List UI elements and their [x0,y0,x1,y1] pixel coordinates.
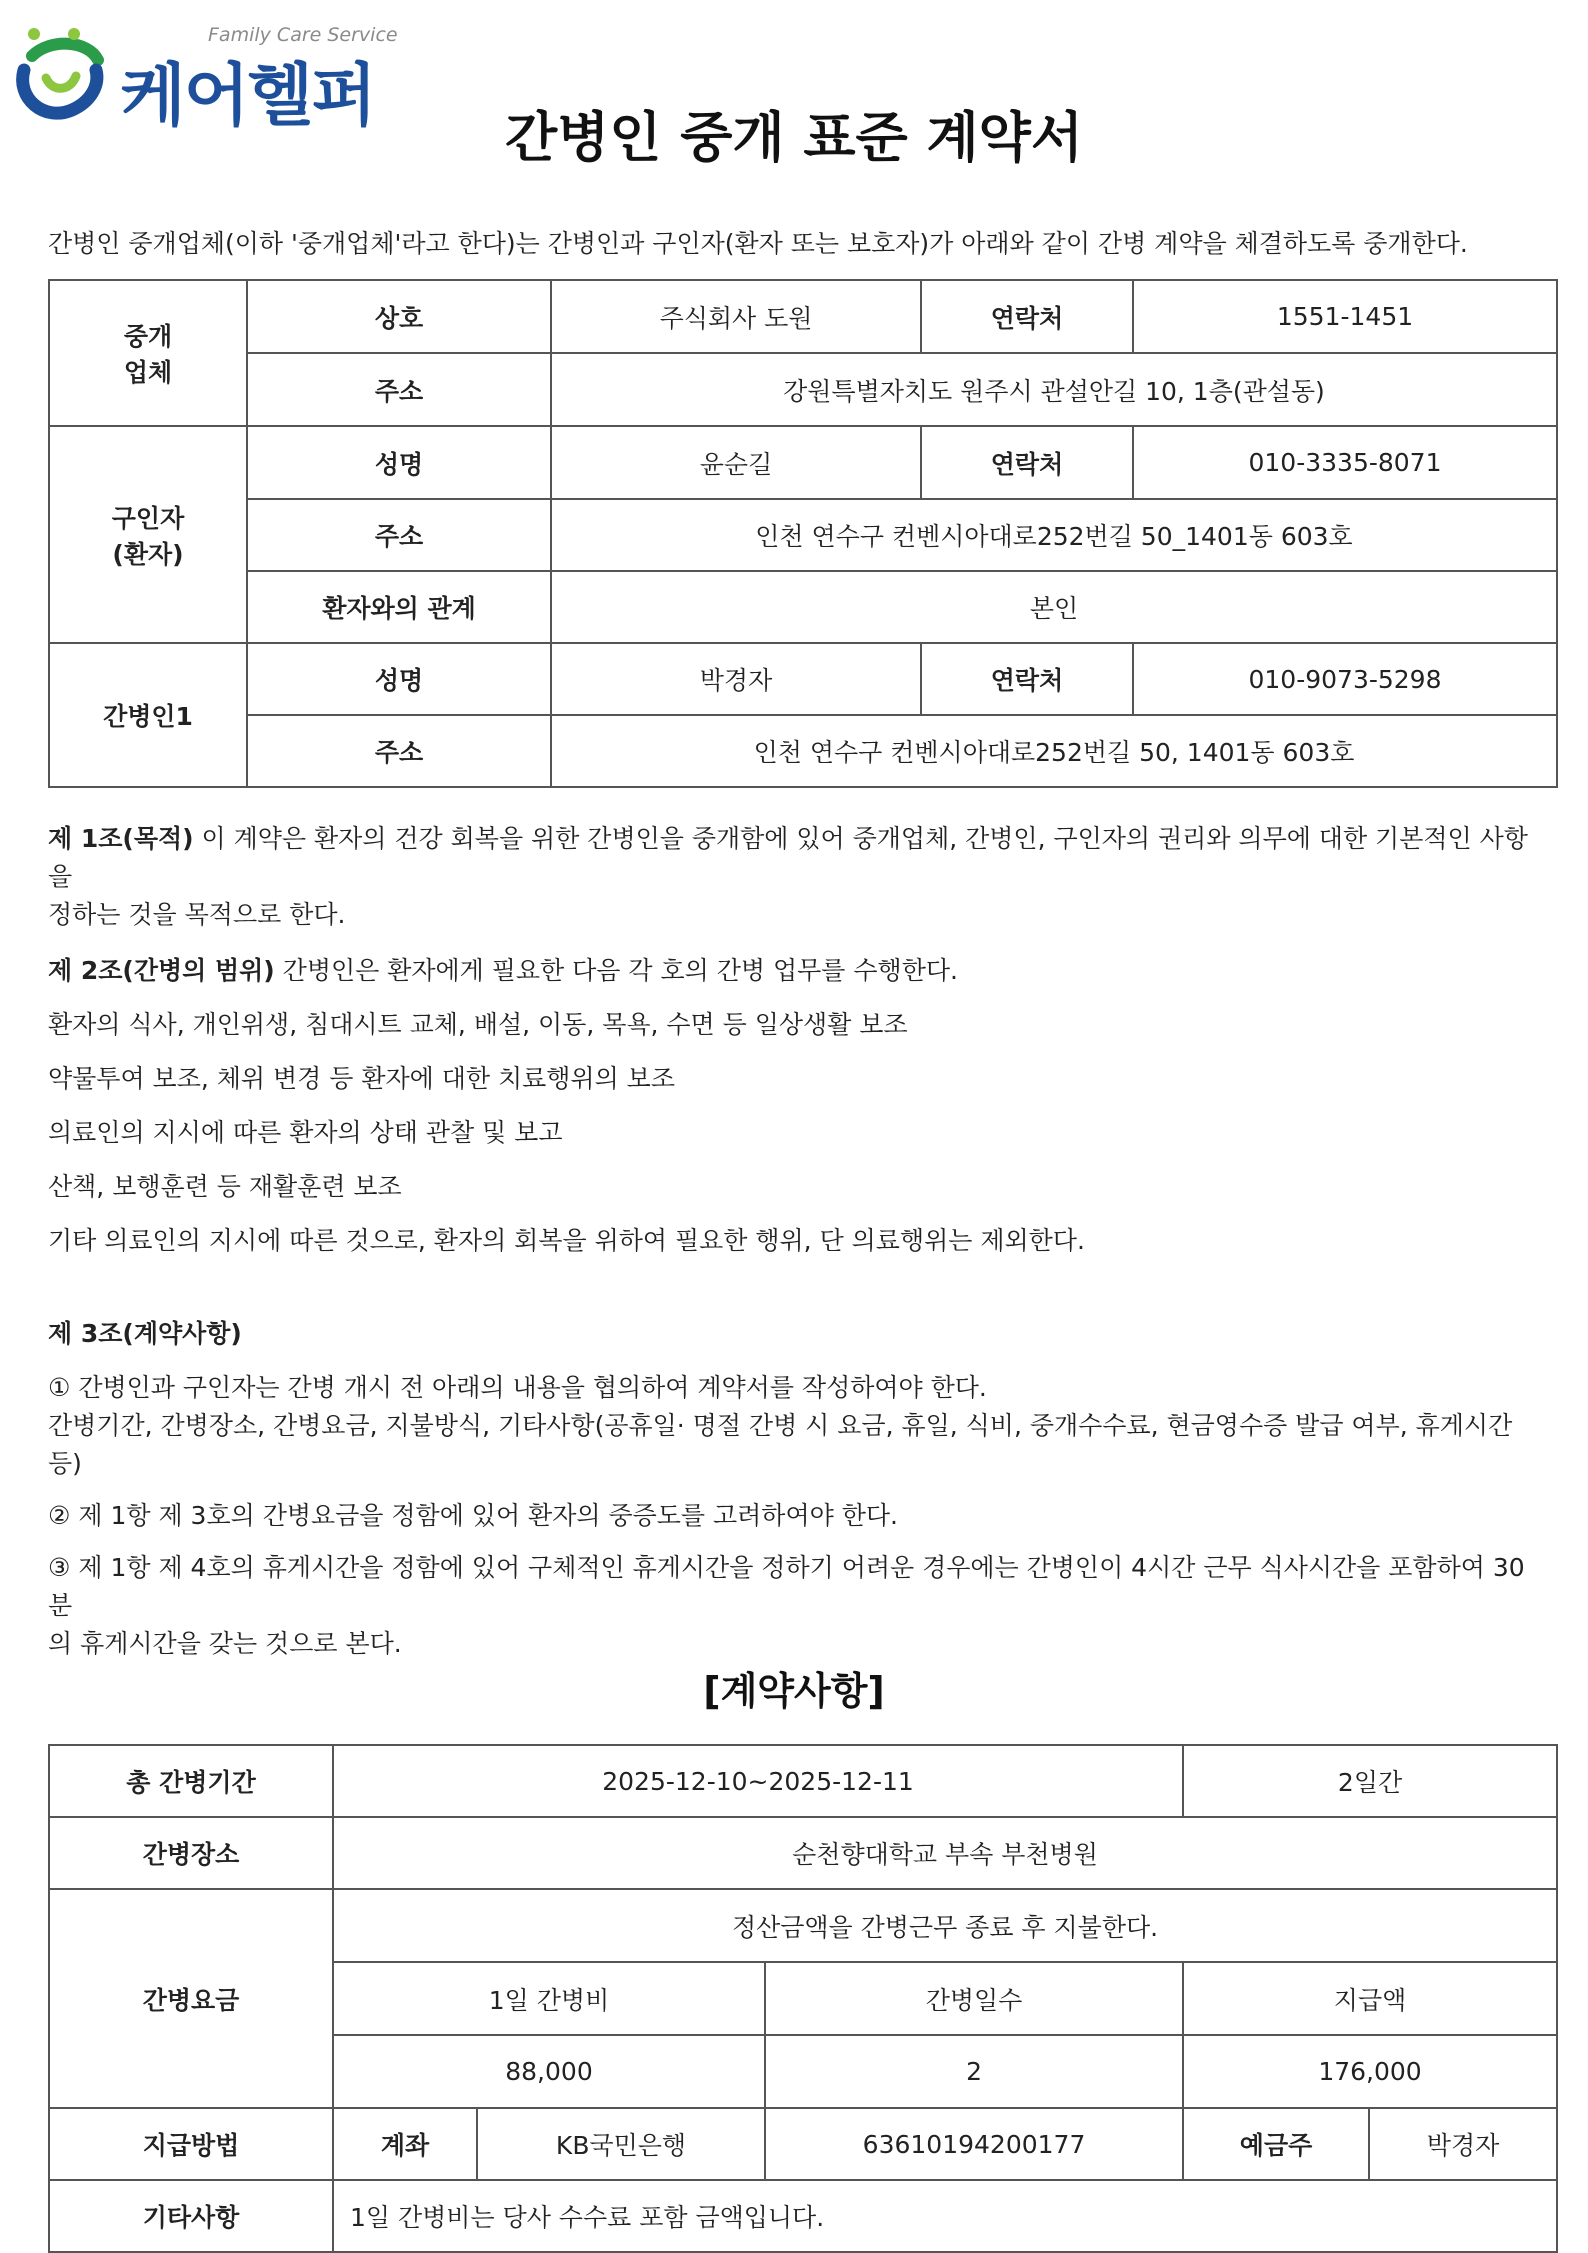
etc-row [49,2180,1557,2252]
place-value: 순천향대학교 부속 부천병원 [333,1817,1557,1889]
account-label: 계좌 [333,2108,477,2180]
logo-tagline: Family Care Service [208,24,398,46]
fee-label: 간병요금 [49,1889,333,2108]
account-number: 63610194200177 [765,2108,1183,2180]
broker-name: 주식회사 도원 [551,280,921,353]
period-days: 2일간 [1183,1745,1557,1817]
period-row [49,1745,1557,1817]
caregiver-address: 인천 연수구 컨벤시아대로252번길 50, 1401동 603호 [551,715,1557,787]
article-3-heading: 제 3조(계약사항) [48,1319,242,1348]
client-label: 구인자 (환자) [49,426,247,643]
client-relation-label: 환자와의 관계 [247,571,551,643]
period-value: 2025-12-10~2025-12-11 [333,1745,1183,1817]
caregiver-name: 박경자 [551,643,921,715]
contract-table [48,1744,1558,2253]
article-2-text: 간병인은 환자에게 필요한 다음 각 호의 간병 업무를 수행한다. [274,956,958,985]
document-title: 간병인 중개 표준 계약서 [504,106,1084,169]
intro-text: 간병인 중개업체(이하 '중개업체'라고 한다)는 간병인과 구인자(환자 또는 보호자)가 아래와 같이 간병 계약을 체결하도록 중개한다. [48,229,1468,258]
caregiver-label: 간병인1 [49,643,247,787]
caregiver-contact: 010-9073-5298 [1133,643,1557,715]
daily-fee-label: 1일 간병비 [333,1962,765,2035]
list-item: 기타 의료인의 지시에 따른 것으로, 환자의 회복을 위하여 필요한 행위, 단 의료행위는 제외한다. [48,1226,1085,1255]
article-3-para-1-line-1: ① 간병인과 구인자는 간병 개시 전 아래의 내용을 협의하여 계약서를 작성하여야 한다. [48,1373,987,1402]
article-1-line-2: 정하는 것을 목적으로 한다. [48,900,346,929]
contract-section-title: [계약사항] [703,1669,885,1713]
fee-row-1 [49,1889,1557,1962]
article-1 [48,820,1548,934]
client-relation: 본인 [551,571,1557,643]
article-3-para-3-line-2: 의 휴게시간을 갖는 것으로 본다. [48,1629,402,1658]
daily-fee-value: 88,000 [333,2035,765,2108]
caregiver-address-label: 주소 [247,715,551,787]
place-label: 간병장소 [49,1817,333,1889]
article-2 [48,952,1548,1276]
broker-label: 중개 업체 [49,280,247,426]
client-row-3 [49,571,1557,643]
day-count-value: 2 [765,2035,1183,2108]
broker-contact: 1551-1451 [1133,280,1557,353]
holder-label: 예금주 [1183,2108,1369,2180]
etc-value: 1일 간병비는 당사 수수료 포함 금액입니다. [333,2180,1557,2252]
list-item: 의료인의 지시에 따른 환자의 상태 관찰 및 보고 [48,1118,563,1147]
caregiver-row-1 [49,643,1557,715]
period-label: 총 간병기간 [49,1745,333,1817]
caregiver-name-label: 성명 [247,643,551,715]
logo-brand: 케어헬퍼 [120,57,375,136]
total-value: 176,000 [1183,2035,1557,2108]
caregiver-contact-label: 연락처 [921,643,1133,715]
list-item: 환자의 식사, 개인위생, 침대시트 교체, 배설, 이동, 목욕, 수면 등 일상생활 보조 [48,1010,908,1039]
client-name-label: 성명 [247,426,551,499]
place-row [49,1817,1557,1889]
client-address: 인천 연수구 컨벤시아대로252번길 50_1401동 603호 [551,499,1557,571]
caregiver-row-2 [49,715,1557,787]
article-1-line-1: 이 계약은 환자의 건강 회복을 위한 간병인을 중개함에 있어 중개업체, 간병인, 구인자의 권리와 의무에 대한 기본적인 사항을 [48,824,1528,891]
broker-name-label: 상호 [247,280,551,353]
client-contact-label: 연락처 [921,426,1133,499]
article-3 [48,1315,1548,1663]
broker-address: 강원특별자치도 원주시 관설안길 10, 1층(관설동) [551,353,1557,426]
fee-note: 정산금액을 간병근무 종료 후 지불한다. [333,1889,1557,1962]
parties-table [48,279,1558,788]
list-item: 약물투여 보조, 체위 변경 등 환자에 대한 치료행위의 보조 [48,1064,675,1093]
broker-row-1 [49,280,1557,353]
client-row-2 [49,499,1557,571]
payment-row [49,2108,1557,2180]
list-item: 산책, 보행훈련 등 재활훈련 보조 [48,1172,402,1201]
etc-label: 기타사항 [49,2180,333,2252]
client-row-1 [49,426,1557,499]
broker-contact-label: 연락처 [921,280,1133,353]
holder-name: 박경자 [1369,2108,1557,2180]
client-address-label: 주소 [247,499,551,571]
payment-label: 지급방법 [49,2108,333,2180]
broker-address-label: 주소 [247,353,551,426]
article-3-para-1-line-2: 간병기간, 간병장소, 간병요금, 지불방식, 기타사항(공휴일· 명절 간병 시 요금, 휴일, 식비, 중개수수료, 현금영수증 발급 여부, 휴게시간 등) [48,1411,1513,1478]
broker-row-2 [49,353,1557,426]
day-count-label: 간병일수 [765,1962,1183,2035]
client-contact: 010-3335-8071 [1133,426,1557,499]
client-name: 윤순길 [551,426,921,499]
article-1-heading: 제 1조(목적) [48,824,194,853]
article-3-para-3-line-1: ③ 제 1항 제 4호의 휴게시간을 정함에 있어 구체적인 휴게시간을 정하기 어려운 경우에는 간병인이 4시간 근무 식사시간을 포함하여 30분 [48,1553,1525,1620]
bank-name: KB국민은행 [477,2108,765,2180]
article-2-heading: 제 2조(간병의 범위) [48,956,275,985]
article-3-para-2: ② 제 1항 제 3호의 간병요금을 정함에 있어 환자의 중증도를 고려하여야 한다. [48,1501,898,1530]
total-label: 지급액 [1183,1962,1557,2035]
